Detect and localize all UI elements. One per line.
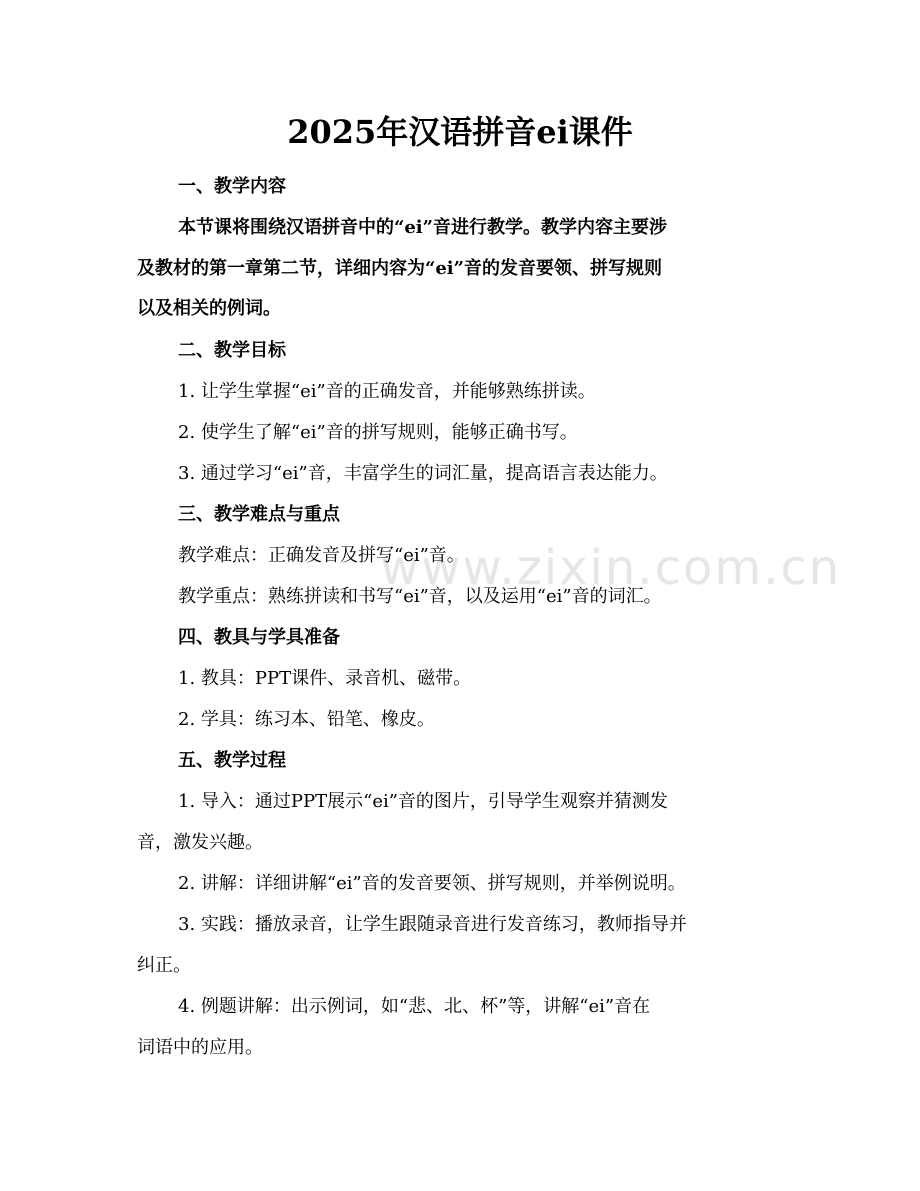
watermark: www.zixin.com.cn xyxy=(380,540,842,596)
page-title: 2025年汉语拼音ei课件 xyxy=(287,113,633,151)
difficulty-text: 教学难点：正确发音及拼写“ei”音。 xyxy=(178,545,465,566)
objective-item-2: 2. 使学生了解“ei”音的拼写规则，能够正确书写。 xyxy=(178,422,578,443)
section-heading-process: 五、教学过程 xyxy=(178,750,286,771)
process-step-1-line-2: 音，激发兴趣。 xyxy=(137,832,263,853)
section-heading-content: 一、教学内容 xyxy=(178,176,286,197)
content-paragraph-line-2: 及教材的第一章第二节，详细内容为“ei”音的发音要领、拼写规则 xyxy=(137,258,662,279)
objective-item-1: 1. 让学生掌握“ei”音的正确发音，并能够熟练拼读。 xyxy=(178,381,596,402)
section-heading-materials: 四、教具与学具准备 xyxy=(178,627,340,648)
material-item-1: 1. 教具：PPT课件、录音机、磁带。 xyxy=(178,668,472,689)
key-point-text: 教学重点：熟练拼读和书写“ei”音，以及运用“ei”音的词汇。 xyxy=(178,586,662,607)
process-step-2: 2. 讲解：详细讲解“ei”音的发音要领、拼写规则，并举例说明。 xyxy=(178,873,686,894)
material-item-2: 2. 学具：练习本、铅笔、橡皮。 xyxy=(178,709,435,730)
content-paragraph-line-3: 以及相关的例词。 xyxy=(137,298,281,319)
process-step-4-line-2: 词语中的应用。 xyxy=(137,1037,263,1058)
section-heading-objectives: 二、教学目标 xyxy=(178,340,286,361)
objective-item-3: 3. 通过学习“ei”音，丰富学生的词汇量，提高语言表达能力。 xyxy=(178,463,668,484)
content-paragraph-line-1: 本节课将围绕汉语拼音中的“ei”音进行教学。教学内容主要涉 xyxy=(178,217,667,238)
process-step-3-line-1: 3. 实践：播放录音，让学生跟随录音进行发音练习，教师指导并 xyxy=(178,914,687,935)
process-step-4-line-1: 4. 例题讲解：出示例词，如“悲、北、杯”等，讲解“ei”音在 xyxy=(178,996,651,1017)
process-step-3-line-2: 纠正。 xyxy=(137,955,191,976)
process-step-1-line-1: 1. 导入：通过PPT展示“ei”音的图片，引导学生观察并猜测发 xyxy=(178,791,668,812)
section-heading-difficulties: 三、教学难点与重点 xyxy=(178,504,340,525)
